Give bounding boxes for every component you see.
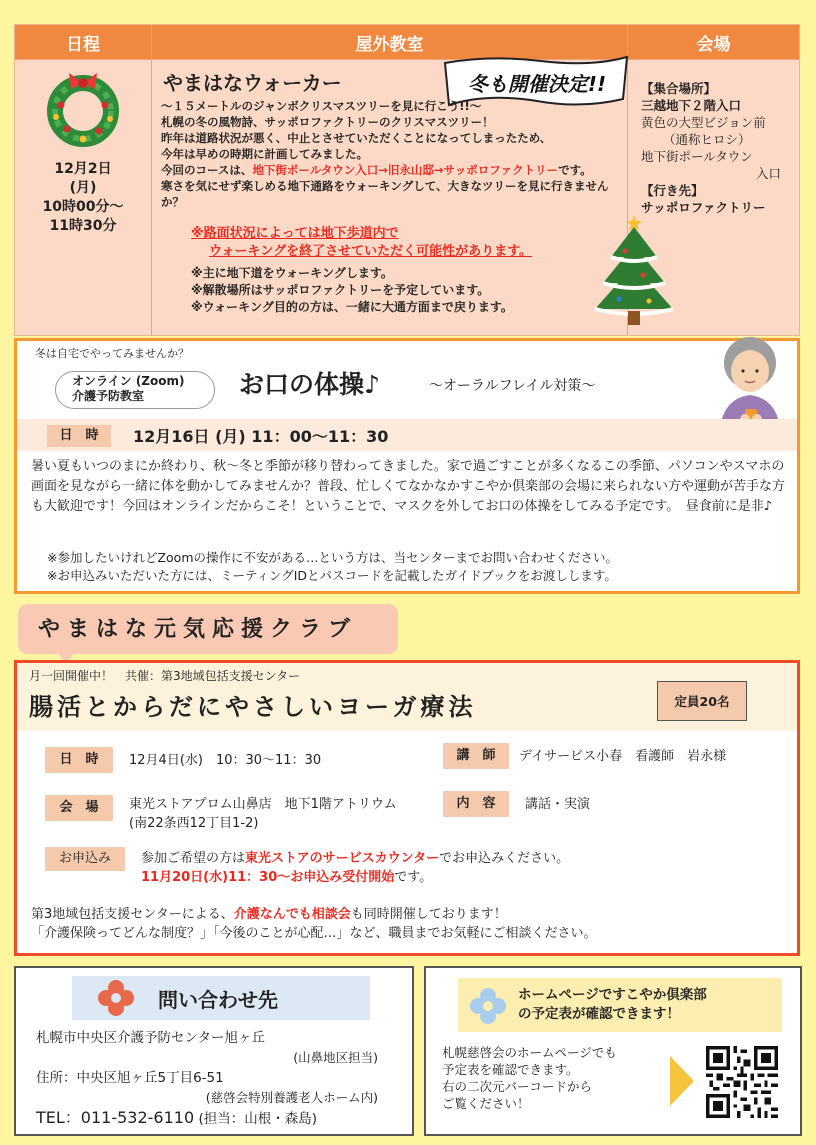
homepage-box: [424, 966, 802, 1136]
oral-exercise-section: [14, 338, 800, 594]
instructor: デイサービス小春 看護師 岩永様: [519, 749, 727, 764]
online-badge: オンライン (Zoom) 介護予防教室: [55, 371, 215, 409]
walker-date: 12月2日 (月) 10時00分～ 11時30分: [42, 161, 124, 234]
header-date: 日程: [15, 25, 151, 59]
content-tag: 内 容: [443, 791, 509, 817]
homepage-title: ホームページですこやか倶楽部 の予定表が確認できます！: [518, 987, 707, 1022]
banner-winter: 冬も開催決定!!: [441, 53, 631, 109]
contact-title: 問い合わせ先: [158, 987, 278, 1012]
yoga-content: 講話・実演: [525, 797, 591, 812]
yoga-apply: 参加ご希望の方は東光ストアのサービスカウンターでお申込みください。 11月20日(水)11：30～お申込み受付開始です。: [141, 851, 570, 885]
header-venue: 会場: [628, 25, 799, 59]
walker-notes: ※主に地下道をウォーキングします。 ※解散場所はサッポロファクトリーを予定しています。 ※ウォーキング目的の方は、一緒に大通方面まで戻ります。: [191, 266, 513, 314]
yoga-title: 腸活とからだにやさしいヨーガ療法: [29, 693, 477, 721]
oral-subtitle: ～オーラルフレイル対策～: [429, 378, 596, 394]
oral-title: お口の体操♪: [239, 370, 380, 399]
capacity-badge: 定員20名: [657, 681, 747, 721]
yoga-date-tag: 日 時: [45, 747, 113, 773]
consultation-note: 第3地域包括支援センターによる、介護なんでも相談会も同時開催しております！ 「介護保険ってどんな制度？」「今後のことが心配…」など、職員までお気軽にご相談ください。: [31, 907, 597, 941]
instructor-tag: 講 師: [443, 743, 509, 769]
christmas-tree-icon: [589, 207, 679, 331]
oral-note: 冬は自宅でやってみませんか？: [35, 347, 189, 360]
club-tab: やまはな元気応援クラブ: [18, 604, 398, 654]
apply-tag: お申込み: [45, 847, 125, 871]
oral-date: 12月16日 (月) 11：00～11：30: [133, 427, 389, 446]
oral-body: 暑い夏もいつのまにか終わり、秋～冬と季節が移り替わってきました。家で過ごすことが多くなるこの季節、パソコンやスマホの画面を見ながら一緒に体を動かしてみませんか？普段、忙しくてなかなかすこやか倶楽部の会場に来られない方や運動が苦手な方も大歓迎です！今回はオンラインだからこそ！ということで、マスクを外してお口の体操をしてみる予定です。 昼食前に是非♪: [31, 459, 786, 514]
contact-details: 札幌市中央区介護予防センター旭ヶ丘 (山鼻地区担当) 住所：中央区旭ヶ丘5丁目6-51 (慈啓会特別養護老人ホーム内) TEL：011-532-6110 (担当：山根・森島): [36, 1030, 378, 1127]
yoga-date: 12月4日(水) 10：30～11：30: [129, 753, 322, 768]
oral-date-tag: 日 時: [47, 425, 111, 447]
flower-icon: [468, 986, 508, 1026]
outdoor-class-table: [14, 24, 800, 336]
header-outdoor: 屋外教室: [152, 25, 627, 59]
wreath-icon: [41, 65, 125, 149]
walker-title: やまはなウォーカー: [163, 71, 342, 95]
walker-venue: 【集合場所】 三越地下２階入口 黄色の大型ビジョン前 （通称ヒロシ） 地下街ポールタウン 入口 【行き先】 サッポロファクトリー: [641, 81, 781, 215]
yoga-section: [14, 660, 800, 956]
walker-warning: ※路面状況によっては地下歩道内で ウォーキングを終了させていただく可能性があります。: [191, 226, 533, 259]
contact-box: [14, 966, 414, 1136]
flower-icon: [96, 978, 136, 1018]
yoga-venue-tag: 会 場: [45, 795, 113, 821]
yoga-venue: 東光ストアプロム山鼻店 地下1階アトリウム (南22条西12丁目1-2): [129, 797, 397, 831]
oral-footnotes: ※参加したいけれどZoomの操作に不安がある…という方は、当センターまでお問い合わせください。 ※お申込みいただいた方には、ミーティングIDとパスコードを記載したガイドブックをお渡しします。: [47, 550, 619, 583]
homepage-body: 札幌慈啓会のホームページでも 予定表を確認できます。 右の二次元バーコードから ご覧ください！: [442, 1045, 617, 1111]
yoga-sponsor: 月一回開催中！ 共催：第3地域包括支援センター: [29, 669, 301, 683]
arrow-right-icon: [670, 1056, 694, 1106]
qr-code[interactable]: [706, 1046, 778, 1118]
phone-number: TEL：011-532-6110: [36, 1108, 195, 1127]
walker-description: ～１５メートルのジャンボクリスマスツリーを見に行こう!!～ 札幌の冬の風物詩、サッポロファクトリーのクリスマスツリー！ 昨年は道路状況が悪く、中止とさせていただくことになってしまったため、 今年は早めの時期に計画してみました。 今回のコースは、地下街ポールタウン入口→旧永山邸→サッポロファクトリーです。 寒さを気にせず楽しめる地下通路をウォーキングして、大きなツリーを見に行きませんか？: [161, 99, 609, 209]
